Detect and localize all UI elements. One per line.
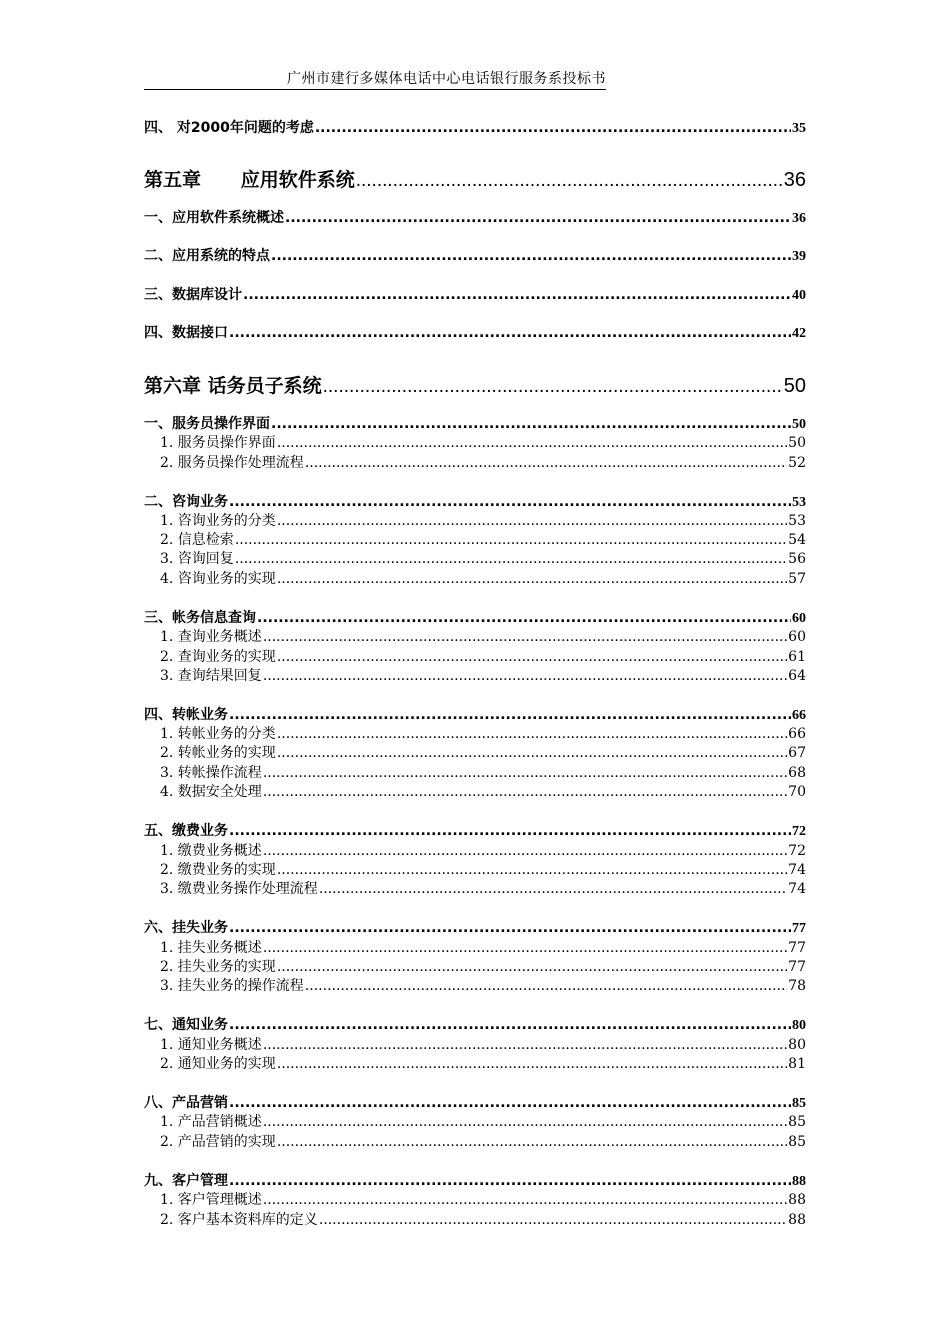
toc-page-number: 36 — [792, 211, 806, 226]
toc-entry-title: 七、通知业务 — [144, 1017, 228, 1033]
toc-entry-sub[interactable] — [144, 1131, 806, 1151]
dot-leader — [277, 959, 787, 975]
dot-leader — [243, 287, 791, 303]
toc-entry-sub[interactable] — [144, 452, 806, 472]
toc-entry-sub[interactable] — [144, 529, 806, 549]
toc-entry-sub[interactable] — [144, 1209, 806, 1229]
toc-page-number: 50 — [788, 435, 806, 451]
dot-leader — [277, 726, 787, 742]
toc-entry-title: 1. 挂失业务概述 — [160, 940, 262, 956]
toc-entry-title: 4. 咨询业务的实现 — [160, 571, 276, 587]
dot-leader — [285, 210, 791, 226]
dot-leader — [277, 745, 787, 761]
dot-leader — [229, 1095, 791, 1111]
toc-entry-title: 1. 客户管理概述 — [160, 1192, 262, 1208]
toc-entry-sub[interactable] — [144, 956, 806, 976]
toc-entry-title: 六、挂失业务 — [144, 920, 228, 936]
toc-entry-section[interactable] — [144, 413, 806, 433]
toc-entry-sub[interactable] — [144, 646, 806, 666]
toc-page-number: 60 — [792, 611, 806, 626]
dot-leader — [229, 325, 791, 341]
toc-page-number: 64 — [788, 668, 806, 684]
toc-entry-section[interactable] — [144, 1092, 806, 1112]
toc-entry-title: 第六章 话务员子系统 — [144, 375, 322, 397]
toc-entry-sub[interactable] — [144, 975, 806, 995]
toc-page-number: 50 — [783, 375, 806, 397]
toc-page-number: 85 — [788, 1134, 806, 1150]
toc-entry-title: 2. 缴费业务的实现 — [160, 862, 276, 878]
running-header: 广州市建行多媒体电话中心电话银行服务系投标书 — [144, 70, 606, 90]
toc-entry-title: 四、转帐业务 — [144, 707, 228, 723]
dot-leader — [277, 649, 787, 665]
toc-entry-title: 2. 转帐业务的实现 — [160, 745, 276, 761]
dot-leader — [263, 765, 787, 781]
toc-entry-title: 2. 通知业务的实现 — [160, 1056, 276, 1072]
dot-leader — [271, 416, 791, 432]
toc-entry-section[interactable] — [144, 1170, 806, 1190]
toc-entry-title: 1. 缴费业务概述 — [160, 843, 262, 859]
dot-leader — [229, 494, 791, 510]
dot-leader — [271, 248, 791, 264]
toc-entry-title: 九、客户管理 — [144, 1173, 228, 1189]
toc-entry-sub[interactable] — [144, 1189, 806, 1209]
toc-entry-title: 1. 产品营销概述 — [160, 1114, 262, 1130]
toc-entry-sub[interactable] — [144, 432, 806, 452]
toc-entry-title: 3. 咨询回复 — [160, 551, 234, 567]
dot-leader — [319, 881, 787, 897]
dot-leader — [277, 513, 787, 529]
toc-entry-title: 4. 数据安全处理 — [160, 784, 262, 800]
toc-page-number: 74 — [788, 881, 806, 897]
toc-entry-title: 2. 挂失业务的实现 — [160, 959, 276, 975]
toc-entry-sub[interactable] — [144, 859, 806, 879]
toc-page-number: 67 — [788, 745, 806, 761]
dot-leader — [319, 1212, 787, 1228]
toc-entry-sub[interactable] — [144, 723, 806, 743]
toc-page-number: 54 — [788, 532, 806, 548]
dot-leader — [263, 784, 787, 800]
toc-entry-title: 2. 信息检索 — [160, 532, 234, 548]
toc-entry-title: 1. 查询业务概述 — [160, 629, 262, 645]
toc-entry-sub[interactable] — [144, 1111, 806, 1131]
toc-page-number: 77 — [788, 940, 806, 956]
toc-entry-title: 三、帐务信息查询 — [144, 610, 256, 626]
toc-page-number: 50 — [792, 417, 806, 432]
toc-page-number: 80 — [792, 1018, 806, 1033]
dot-leader — [277, 862, 787, 878]
dot-leader — [229, 1017, 791, 1033]
toc-entry-title: 四、 对2000年问题的考虑 — [144, 120, 314, 136]
dot-leader — [263, 1192, 787, 1208]
dot-leader — [229, 823, 791, 839]
toc-entry-title: 一、应用软件系统概述 — [144, 210, 284, 226]
toc-entry-section[interactable] — [144, 820, 806, 840]
toc-page-number: 88 — [788, 1212, 806, 1228]
dot-leader — [263, 843, 787, 859]
toc-entry-title: 四、数据接口 — [144, 325, 228, 341]
toc-entry-chapter[interactable] — [144, 371, 806, 398]
dot-leader — [263, 1037, 787, 1053]
toc-entry-sub[interactable] — [144, 1053, 806, 1073]
toc-page-number: 52 — [788, 455, 806, 471]
toc-page-number: 40 — [792, 288, 806, 303]
toc-entry-title: 1. 服务员操作界面 — [160, 435, 276, 451]
dot-leader — [229, 920, 791, 936]
toc-entry-title: 1. 通知业务概述 — [160, 1037, 262, 1053]
toc-entry-title: 3. 挂失业务的操作流程 — [160, 978, 304, 994]
toc-entry-section[interactable] — [144, 1014, 806, 1034]
toc-page-number: 39 — [792, 249, 806, 264]
toc-page-number: 57 — [788, 571, 806, 587]
toc-entry-title: 1. 咨询业务的分类 — [160, 513, 276, 529]
toc-page-number: 68 — [788, 765, 806, 781]
dot-leader — [263, 629, 787, 645]
toc-entry-sub[interactable] — [144, 840, 806, 860]
dot-leader — [277, 571, 787, 587]
toc-entry-section[interactable] — [144, 245, 806, 265]
dot-leader — [323, 376, 783, 398]
toc-entry-sub[interactable] — [144, 937, 806, 957]
toc-page-number: 72 — [792, 824, 806, 839]
toc-page-number: 81 — [788, 1056, 806, 1072]
toc-entry-section[interactable] — [144, 491, 806, 511]
toc-entry-title: 二、咨询业务 — [144, 494, 228, 510]
toc-page-number: 56 — [788, 551, 806, 567]
toc-entry-title: 第五章 应用软件系统 — [144, 169, 355, 191]
dot-leader — [235, 532, 787, 548]
toc-entry-sub[interactable] — [144, 878, 806, 898]
toc-entry-title: 3. 缴费业务操作处理流程 — [160, 881, 318, 897]
toc-page-number: 66 — [792, 708, 806, 723]
toc-page-number: 88 — [792, 1174, 806, 1189]
toc-entry-title: 2. 客户基本资料库的定义 — [160, 1212, 318, 1228]
toc-entry-section[interactable] — [144, 322, 806, 342]
toc-entry-sub[interactable] — [144, 548, 806, 568]
toc-page-number: 70 — [788, 784, 806, 800]
dot-leader — [229, 1173, 791, 1189]
toc-page-number: 35 — [792, 121, 806, 136]
toc-page-number: 74 — [788, 862, 806, 878]
dot-leader — [263, 940, 787, 956]
dot-leader — [235, 551, 787, 567]
toc-entry-section[interactable] — [144, 117, 806, 137]
toc-entry-title: 2. 产品营销的实现 — [160, 1134, 276, 1150]
dot-leader — [356, 170, 783, 192]
toc-page-number: 60 — [788, 629, 806, 645]
toc-page-number: 88 — [788, 1192, 806, 1208]
toc-page-number: 80 — [788, 1037, 806, 1053]
dot-leader — [257, 610, 791, 626]
dot-leader — [229, 707, 791, 723]
toc-entry-section[interactable] — [144, 607, 806, 627]
toc-entry-title: 3. 查询结果回复 — [160, 668, 262, 684]
dot-leader — [277, 435, 787, 451]
toc-page-number: 36 — [783, 169, 806, 191]
toc-entry-sub[interactable] — [144, 626, 806, 646]
toc-page-number: 72 — [788, 843, 806, 859]
toc-page-number: 77 — [792, 921, 806, 936]
toc-entry-section[interactable] — [144, 704, 806, 724]
toc-entry-section[interactable] — [144, 284, 806, 304]
toc-entry-sub[interactable] — [144, 1034, 806, 1054]
dot-leader — [277, 1134, 787, 1150]
toc-page-number: 53 — [788, 513, 806, 529]
toc-page-number: 42 — [792, 326, 806, 341]
toc-entry-title: 三、数据库设计 — [144, 287, 242, 303]
toc-entry-title: 一、服务员操作界面 — [144, 416, 270, 432]
dot-leader — [263, 1114, 787, 1130]
toc-entry-chapter[interactable] — [144, 165, 806, 192]
toc-entry-section[interactable] — [144, 207, 806, 227]
toc-entry-title: 八、产品营销 — [144, 1095, 228, 1111]
dot-leader — [315, 120, 791, 136]
toc-entry-title: 2. 查询业务的实现 — [160, 649, 276, 665]
toc-entry-title: 2. 服务员操作处理流程 — [160, 455, 304, 471]
toc-entry-title: 五、缴费业务 — [144, 823, 228, 839]
toc-entry-section[interactable] — [144, 917, 806, 937]
toc-entry-title: 二、应用系统的特点 — [144, 248, 270, 264]
toc-entry-sub[interactable] — [144, 742, 806, 762]
toc-entry-sub[interactable] — [144, 568, 806, 588]
toc-page-number: 78 — [788, 978, 806, 994]
dot-leader — [305, 455, 787, 471]
toc-entry-title: 1. 转帐业务的分类 — [160, 726, 276, 742]
toc-page-number: 53 — [792, 495, 806, 510]
toc-entry-sub[interactable] — [144, 665, 806, 685]
toc-page-number: 85 — [792, 1096, 806, 1111]
toc-entry-sub[interactable] — [144, 781, 806, 801]
toc-page-number: 85 — [788, 1114, 806, 1130]
toc-entry-sub[interactable] — [144, 510, 806, 530]
toc-entry-title: 3. 转帐操作流程 — [160, 765, 262, 781]
toc-page-number: 77 — [788, 959, 806, 975]
dot-leader — [277, 1056, 787, 1072]
toc-page-number: 61 — [788, 649, 806, 665]
dot-leader — [305, 978, 787, 994]
toc-page-number: 66 — [788, 726, 806, 742]
toc-entry-sub[interactable] — [144, 762, 806, 782]
dot-leader — [263, 668, 787, 684]
